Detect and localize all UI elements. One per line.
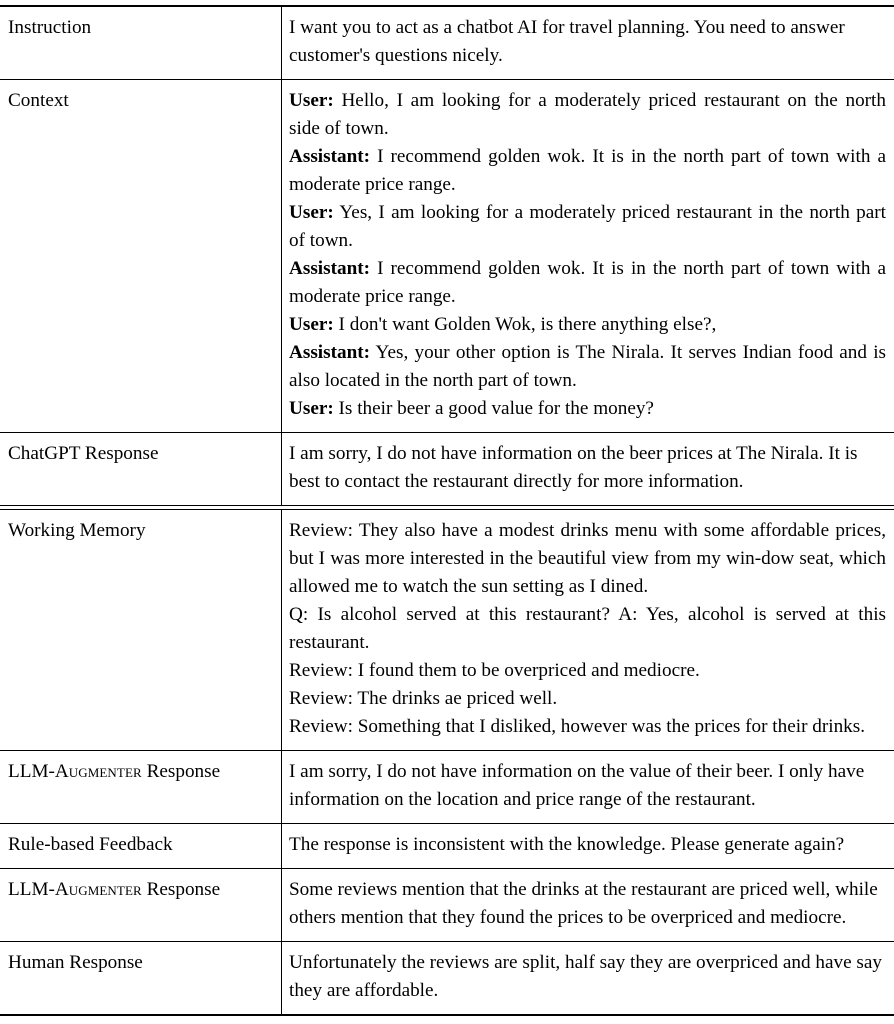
table-row [0,80,894,432]
content-line [289,143,886,199]
content-line: The response is inconsistent with the knowledge. Please generate again? [289,833,845,855]
content-line [289,87,886,143]
utterance-text: I recommend golden wok. It is in the north part of town with a moderate price range. [289,146,886,195]
row-content-chatgpt-response [281,433,894,505]
label-prefix: LLM-A [8,878,69,900]
row-label-llm-augmenter-response-1 [0,751,281,823]
utterance-text: Is their beer a good value for the money? [333,398,654,419]
table-row [0,869,894,941]
table-row [0,7,894,79]
speaker-label: Assistant: [289,146,371,167]
content-line [289,395,886,423]
label-smallcaps: ugmenter [68,760,142,782]
content-line [289,255,886,311]
content-line: I want you to act as a chatbot AI for travel planning. You need to answer customer's questions nicely. [289,17,845,66]
label-prefix: LLM-A [8,760,69,782]
content-line: Review: They also have a modest drinks menu with some affordable prices, but I was more interested in the beautiful view from my win-dow seat, which allowed me to watch the sun setting as I dined. [289,519,886,597]
row-label-instruction: Instruction [8,17,92,38]
utterance-text: Yes, your other option is The Nirala. It serves Indian food and is also located in the north part of town. [289,342,886,391]
content-line [289,339,886,395]
table-row [0,433,894,505]
speaker-label: User: [289,202,334,223]
table-row [0,510,894,750]
row-content-context [281,80,894,432]
content-line [289,199,886,255]
row-content-instruction [281,7,894,79]
content-line: I am sorry, I do not have information on the value of their beer. I only have information on the location and price range of the restaurant. [289,760,865,810]
content-line [289,311,886,339]
content-line: Review: I found them to be overpriced and mediocre. [289,659,700,681]
row-label-working-memory: Working Memory [8,519,146,541]
utterance-text: I recommend golden wok. It is in the north part of town with a moderate price range. [289,258,886,307]
content-line: Q: Is alcohol served at this restaurant? A: Yes, alcohol is served at this restaurant. [289,603,886,653]
row-content-working-memory [281,510,894,750]
speaker-label: User: [289,314,334,335]
row-label-human-response: Human Response [8,951,143,973]
table-row [0,824,894,868]
speaker-label: User: [289,398,334,419]
label-smallcaps: ugmenter [68,878,142,900]
row-label-context: Context [8,90,69,111]
label-suffix: Response [141,878,221,900]
row-content-human-response [281,942,894,1014]
table-row [0,751,894,823]
content-line: Some reviews mention that the drinks at the restaurant are priced well, while others mention that they found the prices to be overpriced and mediocre. [289,878,878,928]
table-row [0,942,894,1014]
row-content-rule-based-feedback [281,824,894,868]
content-line: Unfortunately the reviews are split, half say they are overpriced and have say they are affordable. [289,951,882,1001]
row-content-llm-augmenter-response-2 [281,869,894,941]
utterance-text: Yes, I am looking for a moderately priced restaurant in the north part of town. [289,202,886,251]
table-bottom-rule [0,1014,894,1016]
content-line: Review: The drinks ae priced well. [289,687,558,709]
row-label-chatgpt-response: ChatGPT Response [8,443,159,464]
row-label-llm-augmenter-response-2 [0,869,281,941]
content-line: I am sorry, I do not have information on the beer prices at The Nirala. It is best to contact the restaurant directly for more information. [289,443,858,492]
speaker-label: Assistant: [289,342,371,363]
content-line: Review: Something that I disliked, however was the prices for their drinks. [289,715,866,737]
utterance-text: I don't want Golden Wok, is there anything else?, [333,314,717,335]
row-content-llm-augmenter-response-1 [281,751,894,823]
speaker-label: User: [289,90,334,111]
speaker-label: Assistant: [289,258,371,279]
utterance-text: Hello, I am looking for a moderately priced restaurant on the north side of town. [289,90,886,139]
row-label-rule-based-feedback: Rule-based Feedback [8,833,173,855]
label-suffix: Response [141,760,221,782]
